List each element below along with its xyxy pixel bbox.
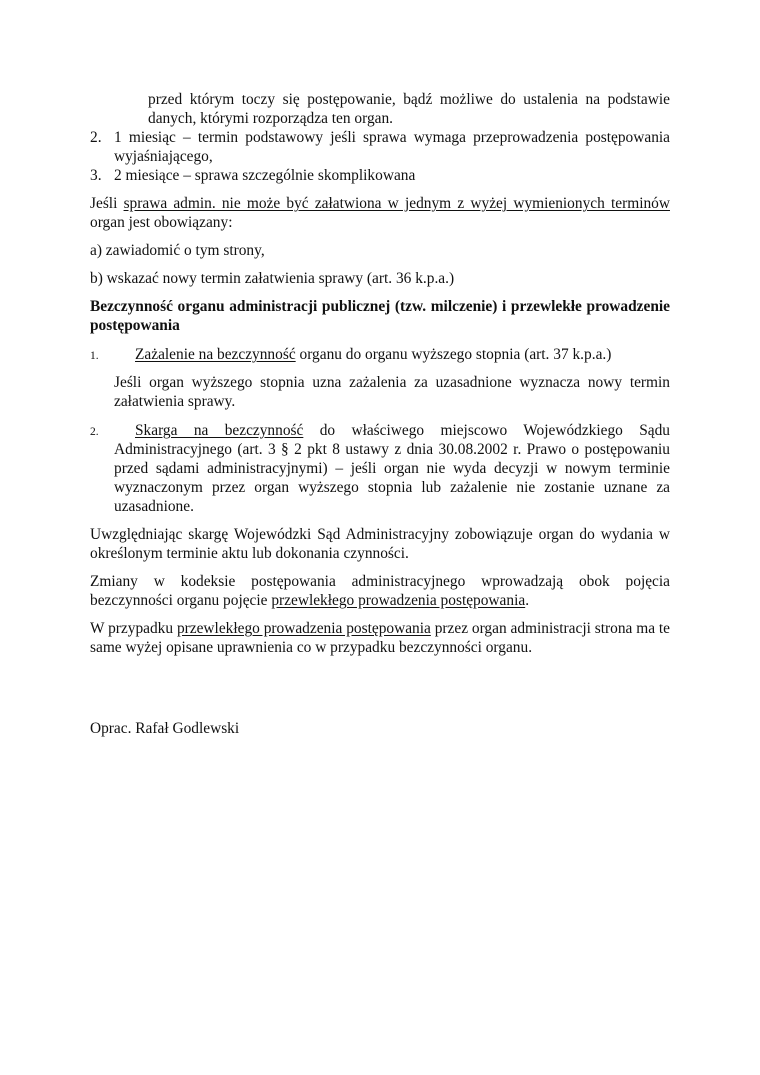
paragraph-court: Uwzględniając skargę Wojewódzki Sąd Administracyjny zobowiązuje organ do wydania w określonym terminie aktu lub dokonania czynności. bbox=[90, 526, 670, 562]
remedy-note: Jeśli organ wyższego stopnia uzna zażalenia za uzasadnione wyznacza nowy termin załatwienia sprawy. bbox=[114, 374, 670, 410]
list-number: 2. bbox=[90, 426, 99, 438]
signature: Oprac. Rafał Godlewski bbox=[90, 720, 240, 737]
list-item bbox=[90, 128, 670, 166]
remedy-text: Skarga na bezczynność do właściwego miejscowo Wojewódzkiego Sądu Administracyjnego (art. 3 § 2 pkt 8 ustawy z dnia 30.08.2002 r. Prawo o postępowaniu przed sądami administracyjnymi) – jeśli organ nie wyda decyzji w nowym terminie wyznaczonym przez organ wyższego stopnia lub zażalenie nie zostanie uznane za uzasadnione. bbox=[114, 422, 671, 515]
list-item-text: 2 miesiące – sprawa szczególnie skomplikowana bbox=[114, 167, 416, 184]
paragraph-deadline: Jeśli sprawa admin. nie może być załatwiona w jednym z wyżej wymienionych terminów organ jest obowiązany: bbox=[90, 195, 670, 231]
underlined-phrase: przewlekłego prowadzenia postępowania bbox=[176, 620, 431, 637]
remedy-item bbox=[90, 345, 670, 364]
list-number: 2. bbox=[90, 129, 102, 146]
underlined-phrase: Zażalenie na bezczynność bbox=[135, 346, 296, 363]
section-heading: Bezczynność organu administracji publicznej (tzw. milczenie) i przewlekłe prowadzenie postępowania bbox=[90, 298, 670, 334]
remedy-item bbox=[90, 421, 670, 516]
list-number: 3. bbox=[90, 167, 102, 184]
option-b: b) wskazać nowy termin załatwienia sprawy (art. 36 k.p.a.) bbox=[90, 270, 455, 287]
underlined-phrase: Skarga na bezczynność bbox=[135, 422, 304, 439]
option-a: a) zawiadomić o tym strony, bbox=[90, 242, 265, 259]
underlined-phrase: sprawa admin. nie może być załatwiona w jednym z wyżej wymienionych terminów bbox=[123, 195, 670, 212]
list-continuation: przed którym toczy się postępowanie, bądź możliwe do ustalenia na podstawie danych, którymi rozporządza ten organ. bbox=[148, 91, 670, 127]
list-item-text: 1 miesiąc – termin podstawowy jeśli sprawa wymaga przeprowadzenia postępowania wyjaśniającego, bbox=[114, 129, 670, 165]
remedy-text: Zażalenie na bezczynność organu do organu wyższego stopnia (art. 37 k.p.a.) bbox=[135, 346, 612, 363]
paragraph-delay: W przypadku przewlekłego prowadzenia postępowania przez organ administracji strona ma te same wyżej opisane uprawnienia co w przypadku bezczynności organu. bbox=[90, 620, 671, 656]
list-item bbox=[90, 166, 670, 185]
list-number: 1. bbox=[90, 350, 99, 362]
document-body bbox=[90, 90, 670, 738]
paragraph-changes: Zmiany w kodeksie postępowania administracyjnego wprowadzają obok pojęcia bezczynności organu pojęcie przewlekłego prowadzenia postępowania. bbox=[90, 573, 670, 609]
underlined-phrase: przewlekłego prowadzenia postępowania bbox=[271, 592, 526, 609]
